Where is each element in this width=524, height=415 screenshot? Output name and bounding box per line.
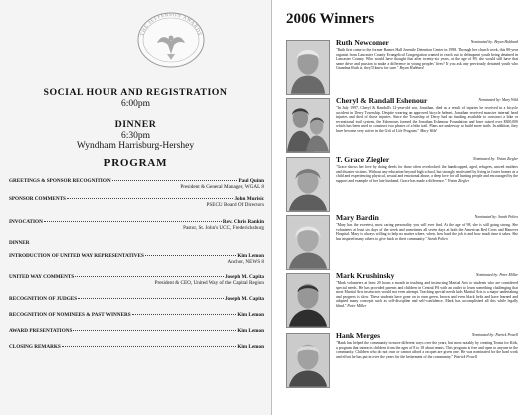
- program-speaker: Rev. Chris Rankin: [222, 219, 264, 225]
- winner-mark-krushinsky: [286, 273, 518, 331]
- program-speaker: Kim Lemon: [237, 253, 264, 259]
- dinner-heading: DINNER: [114, 119, 157, 130]
- winner-cheryl-randall-eshenour: [286, 98, 518, 158]
- program-item-award-presentations: AWARD PRESENTATIONS Kim Lemon: [9, 328, 264, 334]
- program-speaker: Joseph M. Capita: [224, 274, 264, 280]
- winner-quote-attribution: Bryan Hubbard: [399, 66, 424, 71]
- program-item-united-way-comments: UNITED WAY COMMENTS Joseph M. Capita President & CEO, United Way of the Capital Region: [9, 274, 264, 287]
- winner-nominated-by: Nominated by: Patrick Powell: [471, 333, 518, 337]
- winner-quote: "Ruth first came to the former Barnes Hall Juvenile Detention Center in 1998. Through her church work, this 80-year organist from Lancaster County Evangelical Congregation wanted to reach out to delinquent youth being detained in Lancaster County. Who would have thought that after twenty-six years, at the age of 89, she would still have that same drive and passion to make a difference in young peoples' lives? If you ask any previously detained youth who Grandma Ruth is, they'll know for sure." Bryan Hubbard: [336, 48, 518, 71]
- program-item-recognition-judges: RECOGNITION OF JUDGES Joseph M. Capita: [9, 296, 264, 302]
- program-speaker-title: Pastor, St. John's UCC, Fredericksburg: [183, 225, 264, 232]
- program-speaker: Joseph M. Capita: [224, 296, 264, 302]
- program-speaker: Kim Lemon: [237, 312, 264, 318]
- winner-name: Hank Merges: [336, 331, 381, 340]
- winner-quote-attribution: Peter Miller: [347, 303, 367, 308]
- social-hour-heading: SOCIAL HOUR AND REGISTRATION: [43, 87, 228, 98]
- jefferson-awards-seal: [133, 10, 209, 68]
- program-speaker: Paul Quinn: [238, 178, 264, 184]
- winner-mary-bardin: [286, 215, 518, 271]
- winner-nominated-by: Nominated by: Vivian Ziegler: [473, 157, 518, 161]
- right-page: [272, 0, 524, 415]
- winner-photo: [286, 215, 330, 270]
- program-speaker-title: President & CEO, United Way of the Capital Region: [154, 280, 264, 287]
- program-item-recognition-nominees: RECOGNITION OF NOMINEES & PAST WINNERS Kim Lemon: [9, 312, 264, 318]
- winner-photo: [286, 157, 330, 212]
- program-speaker-title: PSECU Board Of Directors: [206, 202, 264, 209]
- winner-name: T. Grace Ziegler: [336, 155, 390, 164]
- winner-photo: [286, 333, 330, 388]
- program-item-united-way-intro: INTRODUCTION OF UNITED WAY REPRESENTATIVES Kim Lemon Anchor, NEWS 8: [9, 253, 264, 266]
- program-speaker-title: Anchor, NEWS 8: [227, 259, 264, 266]
- winner-quote-attribution: Vivian Ziegler: [447, 178, 470, 183]
- winner-hank-merges: [286, 333, 518, 389]
- winner-name: Mark Krushinsky: [336, 271, 395, 280]
- program-speaker: John Murisic: [234, 196, 264, 202]
- winner-nominated-by: Nominated by: Bryan Hubbard: [470, 40, 518, 44]
- winner-quote-attribution: Mary Wild: [420, 128, 437, 133]
- winner-nominated-by: Nominated by: Peter Miller: [475, 273, 518, 277]
- winner-name: Mary Bardin: [336, 213, 379, 222]
- winner-t-grace-ziegler: [286, 157, 518, 213]
- winner-quote: "Hank has helped the community in more different ways over the years, but most notably by creating Teams for Kids, a program that interacts children from the ages of 8 to 18 about tennis. This program is free and open to anyone in the community. Children who do not own or cannot afford a racquet are given one. He was nominated for the hard work and effort he has put in over the years for the betterment of the community." Patrick Powell: [336, 341, 518, 359]
- winner-photo: [286, 98, 330, 153]
- program-heading: PROGRAM: [103, 157, 168, 169]
- winner-ruth-newcomer: [286, 40, 518, 100]
- program-item-invocation: INVOCATION Rev. Chris Rankin Pastor, St. John's UCC, Fredericksburg: [9, 219, 264, 232]
- winner-quote: "Mark volunteers at least 20 hours a month in teaching and instructing Martial Arts to students who are considered special needs. He has provided parents and children in Central PA with an outlet to learn something challenging that most Martial Arts instructors would not even attempt. Teaching special needs kids Martial Arts is a major undertaking and progress is slow. These students have gone on to earn green, brown and even black belts and have learned and adopted many concepts such as self-discipline and self-confidence. Mark has accomplished all this while legally blind." Peter Miller: [336, 281, 518, 308]
- program-item-greetings: GREETINGS & SPONSOR RECOGNITION Paul Quinn President & General Manager, WGAL 8: [9, 178, 264, 191]
- program-section-dinner: DINNER: [9, 240, 30, 246]
- winner-photo: [286, 273, 330, 328]
- winner-quote-attribution: Patrick Powell: [454, 354, 477, 359]
- social-hour-time: 6:00pm: [120, 99, 151, 109]
- svg-text:THE JEFFERSON AWARDS: THE JEFFERSON AWARDS: [139, 11, 203, 37]
- program-item-sponsor-comments: SPONSOR COMMENTS John Murisic PSECU Board Of Directors: [9, 196, 264, 209]
- winner-quote: "In July 1997, Cheryl & Randall's 12-year-old son, Jonathan, died as a result of injuries he received in a bicycle accident in Derry Township. Despite wearing an approved bicycle helmet, Jonathan received massive internal head injuries and died of those injuries. Since the Township of Derry had no funding available to construct a bike or recreational trail system, the Eshenours formed the Jonathan Eshenour Foundation and have raised over $300,000 which has been used to construct two phases of a bike trail. Plans are underway to build more trails. In addition, they have become very active in the Gift of Life Program." Mary Wild: [336, 106, 518, 133]
- winner-nominated-by: Nominated by: Sarah Polieo: [474, 215, 518, 219]
- winner-nominated-by: Nominated by: Mary Wild: [478, 98, 518, 102]
- dinner-venue: Wyndham Harrisburg-Hershey: [76, 141, 195, 151]
- winner-quote-attribution: Sarah Polieo: [427, 236, 448, 241]
- winner-quote: "Mary has the sweetest, most caring personality you will ever find. At the age of 98, she is still going strong. She volunteers at least six days of the week and sometimes all seven days at both the American Red Cross and Hanover Hospital. Mary is always willing to help no matter where, when, how hard the job is and how much time it takes. She has inspired many others to give back to their community." Sarah Polieo: [336, 223, 518, 241]
- program-item-closing-remarks: CLOSING REMARKS Kim Lemon: [9, 344, 264, 350]
- program-speaker: Kim Lemon: [237, 328, 264, 334]
- program-speaker: Kim Lemon: [237, 344, 264, 350]
- winner-name: Ruth Newcomer: [336, 38, 389, 47]
- winner-quote: "Grace shows her love by doing deeds for those often overlooked: the handicapped, aged, refugees, unwed mothers and disaster victims. Without any education beyond high school, but strongly motivated by living in foster homes as a child and experiencing physical, sexual and emotional abuse, a deep love for all hurting people and encouraged by the support and example of her late husband, Grace has made a difference." Vivian Ziegler: [336, 165, 518, 183]
- program-speaker-title: President & General Manager, WGAL 8: [180, 184, 264, 191]
- winners-title: 2006 Winners: [286, 11, 375, 27]
- winner-photo: [286, 40, 330, 95]
- winner-name: Cheryl & Randall Eshenour: [336, 96, 428, 105]
- dinner-time: 6:30pm: [120, 131, 151, 141]
